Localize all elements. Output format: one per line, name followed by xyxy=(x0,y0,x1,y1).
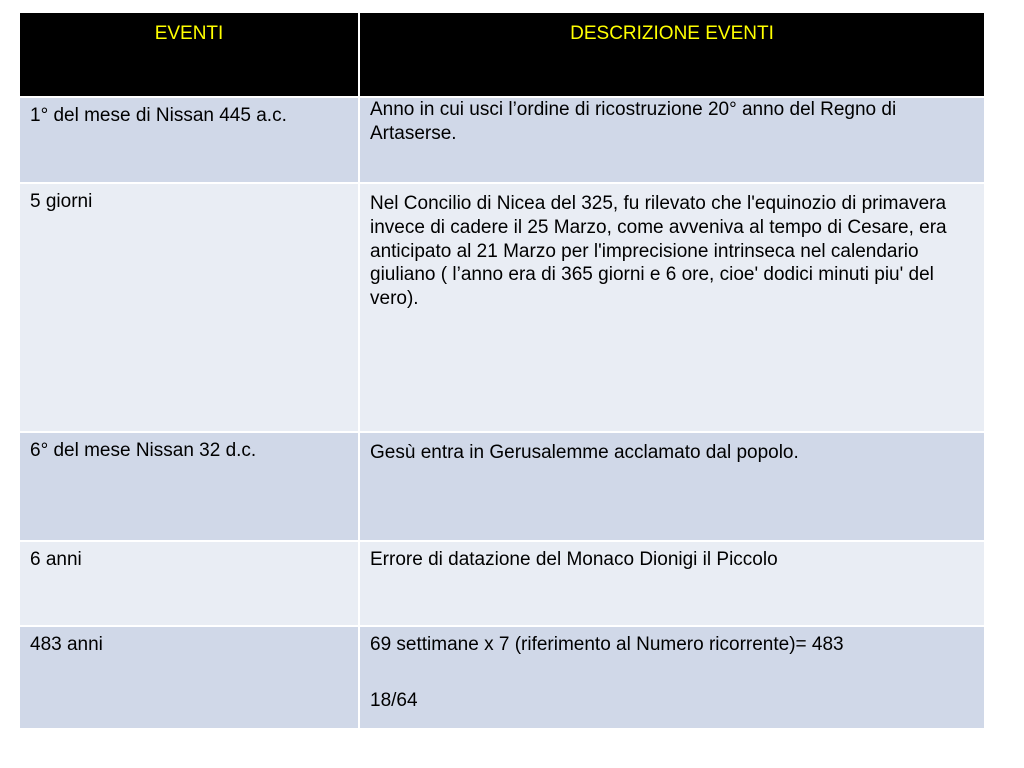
header-descrizione-eventi: DESCRIZIONE EVENTI xyxy=(359,13,984,97)
events-table xyxy=(20,13,984,728)
event-cell: 6° del mese Nissan 32 d.c. xyxy=(20,432,359,541)
table-row xyxy=(20,432,984,541)
table-row xyxy=(20,183,984,432)
event-cell: 483 anni xyxy=(20,626,359,728)
page-number: 18/64 xyxy=(370,689,418,711)
description-cell: Nel Concilio di Nicea del 325, fu rilevato che l'equinozio di primavera invece di cadere il 25 Marzo, come avveniva al tempo di Cesare, era anticipato al 21 Marzo per l'imprecisione intrinseca nel calendario giuliano ( l’anno era di 365 giorni e 6 ore, cioe' dodici minuti piu' del vero). xyxy=(359,183,984,432)
event-cell: 5 giorni xyxy=(20,183,359,432)
table-row xyxy=(20,541,984,626)
table-header-row xyxy=(20,13,984,97)
description-cell: Errore di datazione del Monaco Dionigi il Piccolo xyxy=(359,541,984,626)
table-row xyxy=(20,626,984,728)
description-cell xyxy=(359,626,984,728)
description-text: 69 settimane x 7 (riferimento al Numero ricorrente)= 483 xyxy=(370,634,844,655)
header-eventi: EVENTI xyxy=(20,13,359,97)
event-cell: 1° del mese di Nissan 445 a.c. xyxy=(20,97,359,183)
table-row xyxy=(20,97,984,183)
description-cell: Gesù entra in Gerusalemme acclamato dal popolo. xyxy=(359,432,984,541)
event-cell: 6 anni xyxy=(20,541,359,626)
description-cell: Anno in cui usci l’ordine di ricostruzione 20° anno del Regno di Artaserse. xyxy=(359,97,984,183)
